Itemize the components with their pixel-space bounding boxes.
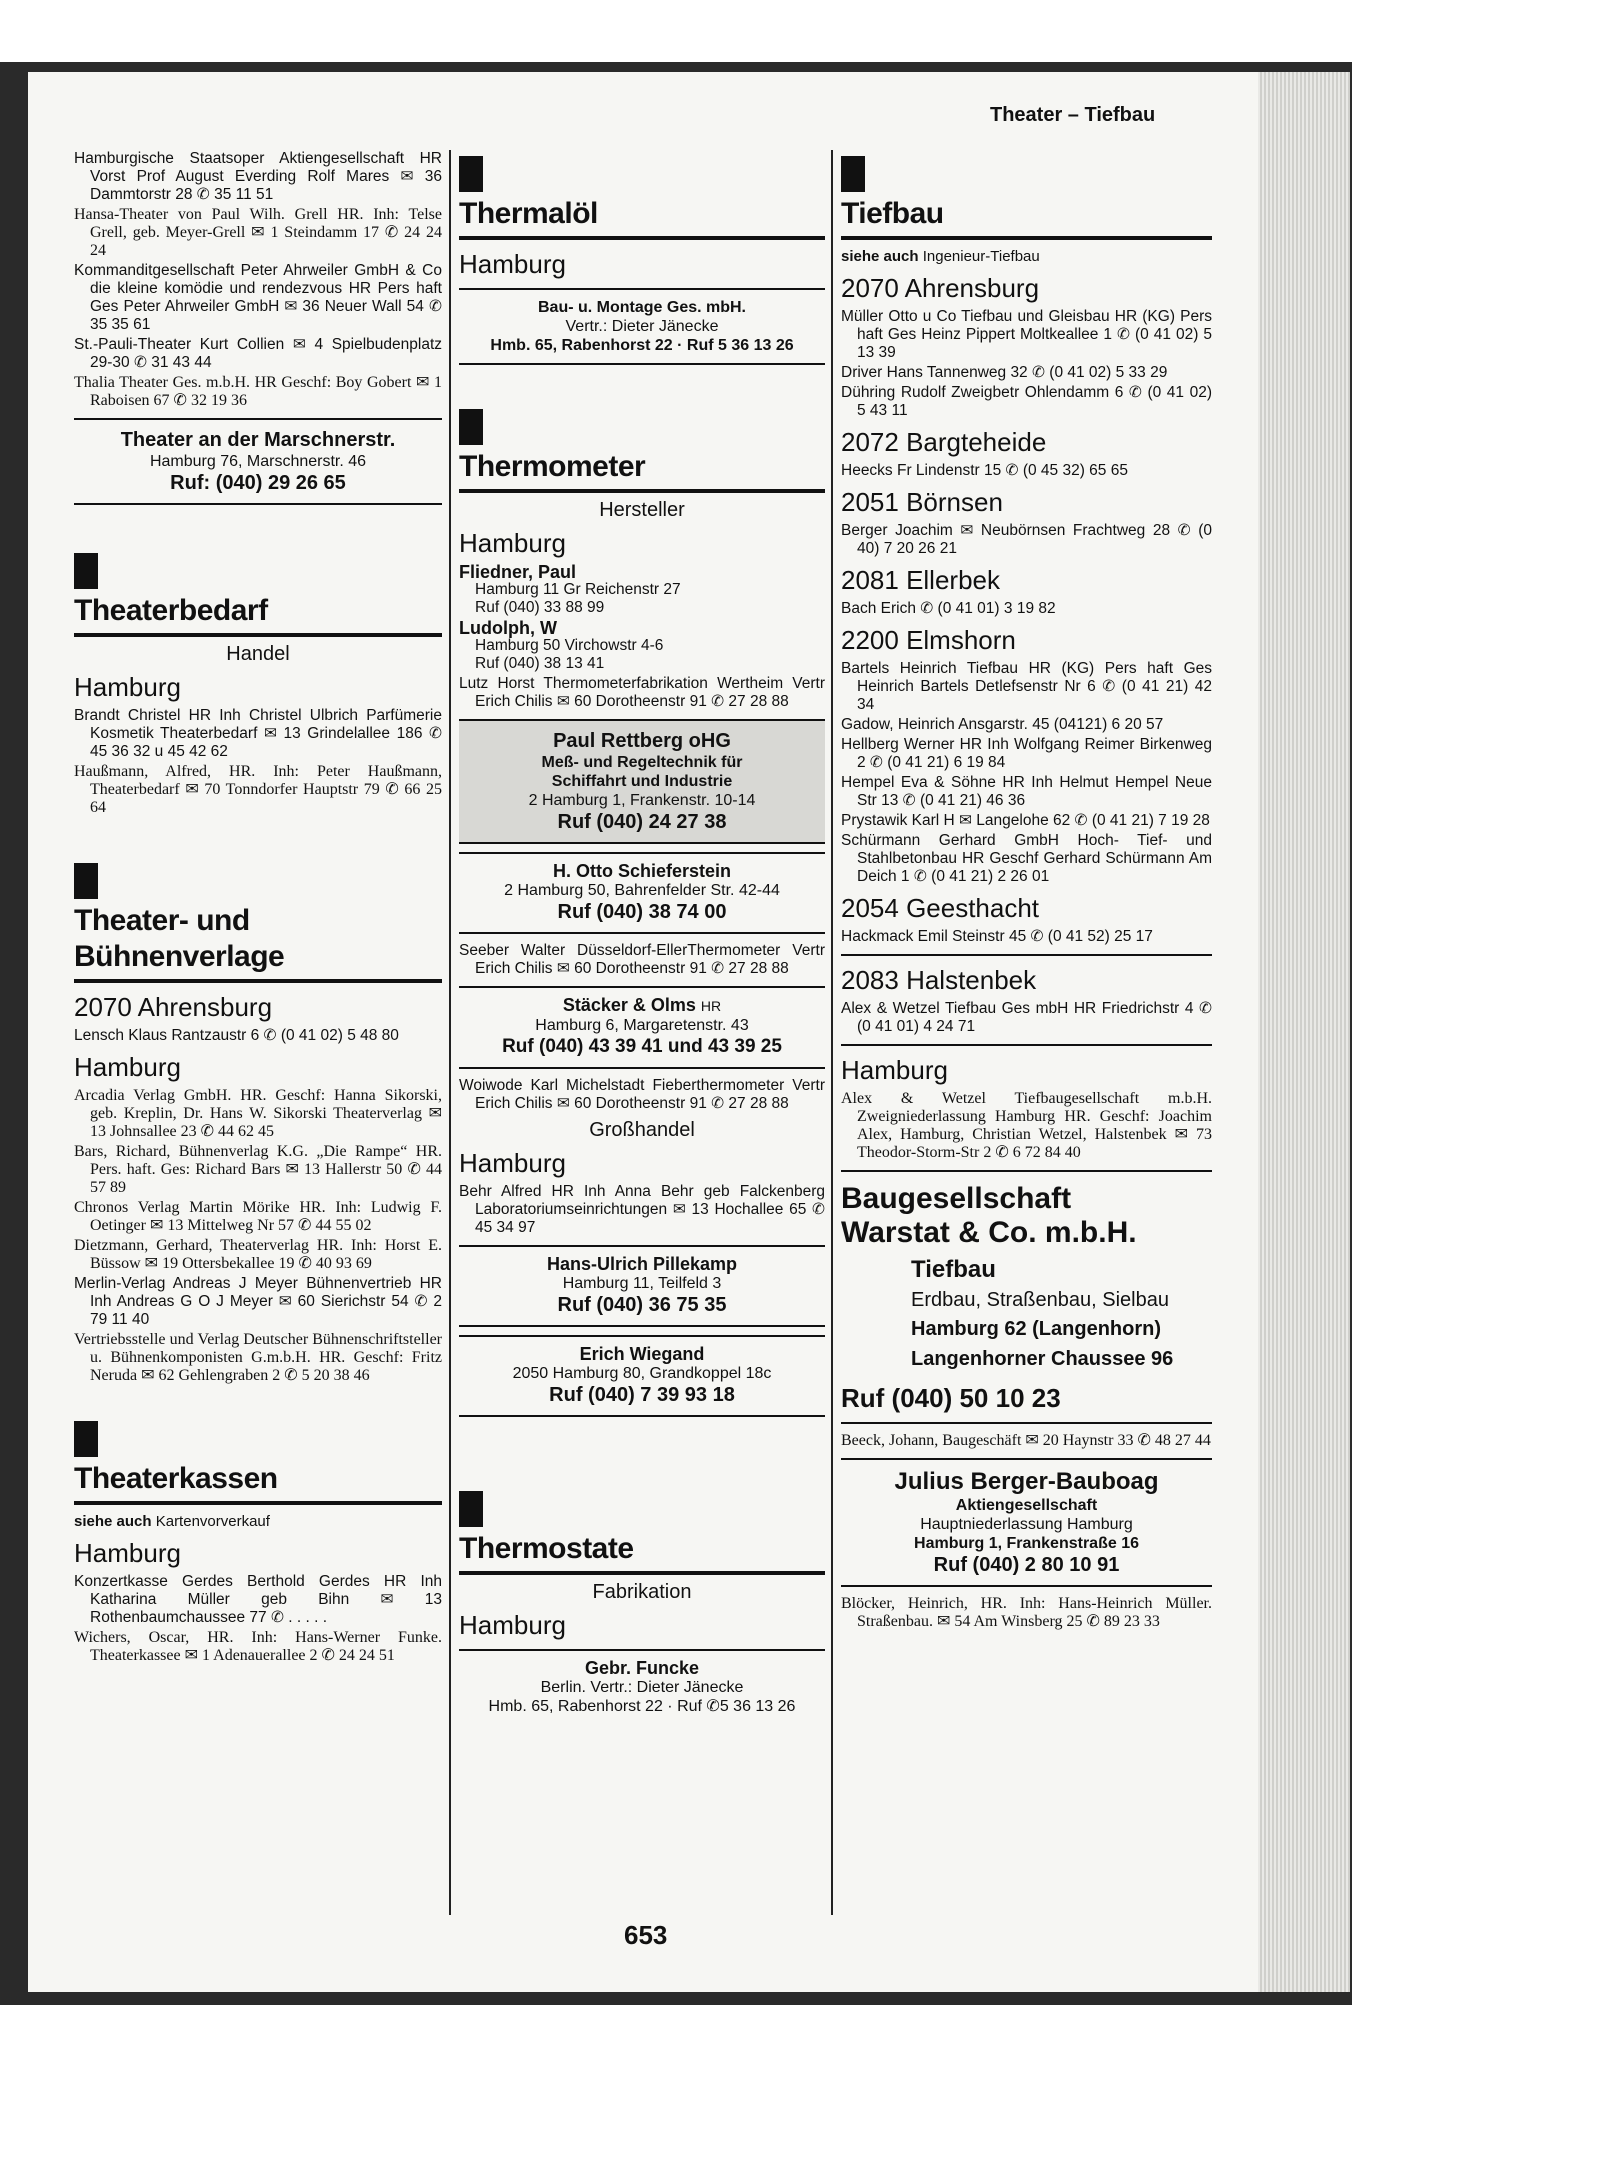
- ad-name: [459, 996, 825, 1016]
- ad-line: Hauptniederlassung Hamburg: [920, 1516, 1133, 1533]
- ad-address: Langenhorner Chaussee 96: [911, 1348, 1174, 1370]
- see-also-label: siehe auch: [841, 248, 919, 265]
- ad-address: Hamburg 6, Margaretenstr. 43: [535, 1017, 749, 1034]
- ad-phone: Ruf (040) 24 27 38: [557, 811, 727, 833]
- list-item: Berger Joachim ✉ Neubörnsen Frachtweg 28 ✆ (0 40) 7 20 26 21: [841, 522, 1212, 557]
- list-item: Behr Alfred HR Inh Anna Behr geb Falckenberg Laboratoriumseinrichtungen ✉ 13 Hochallee 65 ✆ 45 34 97: [459, 1183, 825, 1236]
- column-3: [841, 150, 1212, 1633]
- see-also-target: Kartenvorverkauf: [155, 1513, 270, 1530]
- list-item: Driver Hans Tannenweg 32 ✆ (0 41 02) 5 33 29: [841, 364, 1168, 381]
- subcategory: Fabrikation: [592, 1581, 692, 1603]
- ad-address: 2 Hamburg 50, Bahrenfelder Str. 42-44: [504, 882, 780, 899]
- list-item: Müller Otto u Co Tiefbau und Gleisbau HR (KG) Pers haft Ges Heinz Pippert Moltkeallee 1 ✆ (0 41 02) 5 13 39: [841, 308, 1212, 361]
- city-heading: Hamburg: [459, 1610, 566, 1640]
- city-heading: 2200 Elmshorn: [841, 625, 1016, 655]
- ad-phone: Ruf (040) 50 10 23: [841, 1383, 1061, 1413]
- list-item: Konzertkasse Gerdes Berthold Gerdes HR Inh Katharina Müller geb Bihn ✉ 13 Rothenbaumchaussee 77 ✆ . . . . .: [74, 1573, 442, 1626]
- list-item: Vertriebsstelle und Verlag Deutscher Bühnenschriftsteller u. Bühnenkomponisten G.m.b.H. HR. Geschf: Fritz Neruda ✉ 62 Gehlengraben 2 ✆ 5 20 38 46: [74, 1331, 442, 1384]
- city-heading: 2054 Geesthacht: [841, 893, 1040, 923]
- list-item: Alex & Wetzel Tiefbaugesellschaft m.b.H. Zweigniederlassung Hamburg HR. Geschf: Joachim Alex, Hamburg, Christian Wetzel, Halstenbek ✉ 73 Theodor-Storm-Str 2 ✆ 6 72 84 40: [841, 1090, 1212, 1161]
- subcategory: Handel: [226, 643, 290, 665]
- ad-address: 2050 Hamburg 80, Grandkoppel 18c: [512, 1365, 772, 1382]
- see-also-target: Ingenieur-Tiefbau: [922, 248, 1040, 265]
- city-heading: Hamburg: [459, 528, 566, 558]
- advertisement-warstat: [841, 1182, 1212, 1414]
- ad-name: Baugesellschaft: [841, 1182, 1072, 1215]
- category-heading: Thermalöl: [459, 196, 825, 240]
- ad-address: Hmb. 65, Rabenhorst 22 · Ruf 5 36 13 26: [490, 337, 794, 354]
- category-heading: Thermostate: [459, 1531, 825, 1575]
- city-heading: Hamburg: [74, 1052, 181, 1082]
- running-header: Theater – Tiefbau: [990, 104, 1156, 126]
- category-marker-icon: [841, 156, 865, 192]
- ad-address: Hamburg 11, Teilfeld 3: [562, 1275, 722, 1292]
- ad-line: Meß- und Regeltechnik für: [541, 754, 743, 771]
- see-also: [74, 1513, 442, 1531]
- advertisement: [459, 852, 825, 934]
- category-heading: Theaterkassen: [74, 1461, 442, 1505]
- list-item: Lensch Klaus Rantzaustr 6 ✆ (0 41 02) 5 48 80: [74, 1027, 399, 1044]
- list-item: Haußmann, Alfred, HR. Inh: Peter Haußmann, Theaterbedarf ✉ 70 Tonndorfer Hauptstr 79 ✆ 66 25 64: [74, 763, 442, 816]
- subcategory: Hersteller: [599, 499, 685, 521]
- list-item: Hempel Eva & Söhne HR Inh Helmut Hempel Neue Str 13 ✆ (0 41 21) 46 36: [841, 774, 1212, 809]
- divider: [841, 954, 1212, 956]
- ad-name: Gebr. Funcke: [584, 1658, 700, 1678]
- list-item: Blöcker, Heinrich, HR. Inh: Hans-Heinrich Müller. Straßenbau. ✉ 54 Am Winsberg 25 ✆ 89 23 33: [841, 1595, 1212, 1630]
- entry-phone: Ruf (040) 38 13 41: [475, 655, 605, 672]
- advertisement: [841, 1458, 1212, 1587]
- list-item: Hellberg Werner HR Inh Wolfgang Reimer Birkenweg 2 ✆ (0 41 21) 6 19 84: [841, 736, 1212, 771]
- ad-address: Hamburg 62 (Langenhorn): [911, 1318, 1162, 1340]
- see-also: [841, 248, 1212, 266]
- city-heading: Hamburg: [74, 1538, 181, 1568]
- ad-phone: Ruf (040) 7 39 93 18: [549, 1384, 735, 1406]
- category-heading: Theaterbedarf: [74, 593, 442, 637]
- list-item: Schürmann Gerhard GmbH Hoch- Tief- und Stahlbetonbau HR Geschf Gerhard Schürmann Am Deich 1 ✆ (0 41 21) 2 26 01: [841, 832, 1212, 885]
- column-divider-2: [831, 150, 833, 1915]
- ad-name: Julius Berger-Bauboag: [894, 1468, 1159, 1495]
- list-item: [459, 563, 825, 617]
- category-marker-icon: [459, 156, 483, 192]
- category-marker-icon: [74, 863, 98, 899]
- ad-address: Hamburg 1, Frankenstraße 16: [914, 1535, 1139, 1552]
- list-item: Bartels Heinrich Tiefbau HR (KG) Pers haft Ges Heinrich Bartels Detlefsenstr Nr 6 ✆ (0 41 21) 42 34: [841, 660, 1212, 713]
- list-item: Hackmack Emil Steinstr 45 ✆ (0 41 52) 25 17: [841, 928, 1153, 945]
- divider: [841, 1170, 1212, 1172]
- category-heading: Tiefbau: [841, 196, 1212, 240]
- list-item: Brandt Christel HR Inh Christel Ulbrich Parfümerie Kosmetik Theaterbedarf ✉ 13 Grindelallee 186 ✆ 45 36 32 u 45 42 62: [74, 707, 442, 760]
- list-item: Arcadia Verlag GmbH. HR. Geschf: Hanna Sikorski, geb. Kreplin, Dr. Hans W. Sikorski Theaterverlag ✉ 13 Johnsallee 23 ✆ 44 62 45: [74, 1087, 442, 1140]
- ad-representative: Vertr.: Dieter Jänecke: [565, 318, 719, 335]
- list-item: Hamburgische Staatsoper Aktiengesellschaft HR Vorst Prof August Everding Rolf Mares ✉ 36 Dammtorstr 28 ✆ 35 11 51: [74, 150, 442, 203]
- ad-name: Hans-Ulrich Pillekamp: [546, 1254, 738, 1274]
- ad-name: Warstat & Co. m.b.H.: [841, 1216, 1137, 1249]
- list-item: [459, 619, 825, 673]
- ad-phone: Ruf (040) 36 75 35: [557, 1294, 727, 1316]
- list-item: Chronos Verlag Martin Mörike HR. Inh: Ludwig F. Oetinger ✉ 13 Mittelweg Nr 57 ✆ 44 55 02: [74, 1199, 442, 1234]
- entry-name: Fliedner, Paul: [459, 562, 577, 582]
- list-item: Heecks Fr Lindenstr 15 ✆ (0 45 32) 65 65: [841, 462, 1128, 479]
- divider: [841, 1044, 1212, 1046]
- ad-name: Erich Wiegand: [579, 1344, 705, 1364]
- city-heading: 2072 Bargteheide: [841, 427, 1047, 457]
- city-heading: Hamburg: [841, 1055, 948, 1085]
- entry-address: Hamburg 11 Gr Reichenstr 27: [475, 581, 681, 598]
- advertisement: [459, 1245, 825, 1327]
- entry-address: Hamburg 50 Virchowstr 4-6: [475, 637, 664, 654]
- advertisement: [74, 418, 442, 505]
- ad-name: Theater an der Marschnerstr.: [120, 429, 396, 451]
- ad-phone: Ruf (040) 43 39 41 und 43 39 25: [502, 1036, 782, 1057]
- page-edges: [1258, 72, 1350, 1992]
- list-item: Dühring Rudolf Zweigbetr Ohlendamm 6 ✆ (0 41 02) 5 43 11: [841, 384, 1212, 419]
- category-marker-icon: [459, 1491, 483, 1527]
- ad-hr: HR: [700, 998, 722, 1014]
- entry-name: Ludolph, W: [459, 618, 557, 638]
- list-item: Kommanditgesellschaft Peter Ahrweiler GmbH & Co die kleine komödie und rendezvous HR Pers haft Ges Peter Ahrweiler GmbH ✉ 36 Neuer Wall 54 ✆ 35 35 61: [74, 262, 442, 333]
- advertisement: [459, 288, 825, 365]
- ad-phone: Ruf (040) 2 80 10 91: [933, 1554, 1120, 1576]
- advertisement: [459, 1335, 825, 1417]
- city-heading: Hamburg: [459, 1148, 566, 1178]
- list-item: St.-Pauli-Theater Kurt Collien ✉ 4 Spielbudenplatz 29-30 ✆ 31 43 44: [74, 336, 442, 371]
- list-item: Bach Erich ✆ (0 41 01) 3 19 82: [841, 600, 1056, 617]
- list-item: Seeber Walter Düsseldorf-EllerThermometer Vertr Erich Chilis ✉ 60 Dorotheenstr 91 ✆ 27 28 88: [459, 942, 825, 977]
- list-item: Bars, Richard, Bühnenverlag K.G. „Die Rampe“ HR. Pers. haft. Ges: Richard Bars ✉ 13 Hallerstr 50 ✆ 44 57 89: [74, 1143, 442, 1196]
- entry-phone: Ruf (040) 33 88 99: [475, 599, 605, 616]
- ad-line: Aktiengesellschaft: [955, 1497, 1098, 1514]
- city-heading: Hamburg: [459, 249, 566, 279]
- ad-line: Schiffahrt und Industrie: [551, 773, 733, 790]
- category-heading: Theater- und Bühnenverlage: [74, 903, 442, 983]
- ad-address: 2 Hamburg 1, Frankenstr. 10-14: [528, 792, 756, 809]
- advertisement: [459, 1649, 825, 1724]
- divider: [841, 1422, 1212, 1424]
- city-heading: 2051 Börnsen: [841, 487, 1003, 517]
- ad-address: Hamburg 76, Marschnerstr. 46: [149, 453, 367, 470]
- column-2: [459, 150, 825, 1732]
- ad-representative: Berlin. Vertr.: Dieter Jänecke: [540, 1679, 744, 1696]
- list-item: Alex & Wetzel Tiefbau Ges mbH HR Friedrichstr 4 ✆ (0 41 01) 4 24 71: [841, 1000, 1212, 1035]
- list-item: Beeck, Johann, Baugeschäft ✉ 20 Haynstr 33 ✆ 48 27 44: [841, 1432, 1211, 1449]
- city-heading: 2083 Halstenbek: [841, 965, 1037, 995]
- ad-name: H. Otto Schieferstein: [552, 861, 732, 881]
- column-1: [74, 150, 442, 1667]
- advertisement: [459, 719, 825, 844]
- page-number: 653: [624, 1920, 668, 1950]
- ad-name: Paul Rettberg oHG: [553, 730, 731, 752]
- column-divider-1: [449, 150, 451, 1915]
- list-item: Woiwode Karl Michelstadt Fieberthermometer Vertr Erich Chilis ✉ 60 Dorotheenstr 91 ✆ 27 28 88: [459, 1077, 825, 1112]
- list-item: Wichers, Oscar, HR. Inh: Hans-Werner Funke. Theaterkassee ✉ 1 Adenauerallee 2 ✆ 24 24 51: [74, 1629, 442, 1664]
- list-item: Merlin-Verlag Andreas J Meyer Bühnenvertrieb HR Inh Andreas G O J Meyer ✉ 60 Sierichstr 54 ✆ 2 79 11 40: [74, 1275, 442, 1328]
- see-also-label: siehe auch: [74, 1513, 152, 1530]
- list-item: Thalia Theater Ges. m.b.H. HR Geschf: Boy Gobert ✉ 1 Raboisen 67 ✆ 32 19 36: [74, 374, 442, 409]
- ad-line: Erdbau, Straßenbau, Sielbau: [911, 1289, 1169, 1311]
- ad-heading: Tiefbau: [911, 1256, 996, 1283]
- city-heading: 2081 Ellerbek: [841, 565, 1000, 595]
- ad-body: [841, 1250, 1212, 1382]
- subcategory: Großhandel: [589, 1119, 695, 1141]
- ad-name: Bau- u. Montage Ges. mbH.: [537, 299, 746, 316]
- category-heading: Thermometer: [459, 449, 825, 493]
- list-item: Lutz Horst Thermometerfabrikation Wertheim Vertr Erich Chilis ✉ 60 Dorotheenstr 91 ✆ 27 28 88: [459, 675, 825, 710]
- ad-phone: Ruf: (040) 29 26 65: [170, 472, 346, 494]
- ad-phone: Ruf (040) 38 74 00: [557, 901, 727, 923]
- category-marker-icon: [74, 553, 98, 589]
- ad-name-text: Stäcker & Olms: [562, 995, 696, 1015]
- ad-address: Hmb. 65, Rabenhorst 22 · Ruf ✆5 36 13 26: [488, 1698, 796, 1715]
- list-item: Hansa-Theater von Paul Wilh. Grell HR. Inh: Telse Grell, geb. Meyer-Grell ✉ 1 Steindamm 17 ✆ 24 24 24: [74, 206, 442, 259]
- city-heading: 2070 Ahrensburg: [841, 273, 1040, 303]
- list-item: Prystawik Karl H ✉ Langelohe 62 ✆ (0 41 21) 7 19 28: [841, 812, 1210, 829]
- category-marker-icon: [74, 1421, 98, 1457]
- list-item: Gadow, Heinrich Ansgarstr. 45 (04121) 6 20 57: [841, 716, 1164, 733]
- city-heading: Hamburg: [74, 672, 181, 702]
- list-item: Dietzmann, Gerhard, Theaterverlag HR. Inh: Horst E. Büssow ✉ 19 Ottersbekallee 19 ✆ 40 93 69: [74, 1237, 442, 1272]
- city-heading: 2070 Ahrensburg: [74, 992, 273, 1022]
- category-marker-icon: [459, 409, 483, 445]
- advertisement: [459, 986, 825, 1069]
